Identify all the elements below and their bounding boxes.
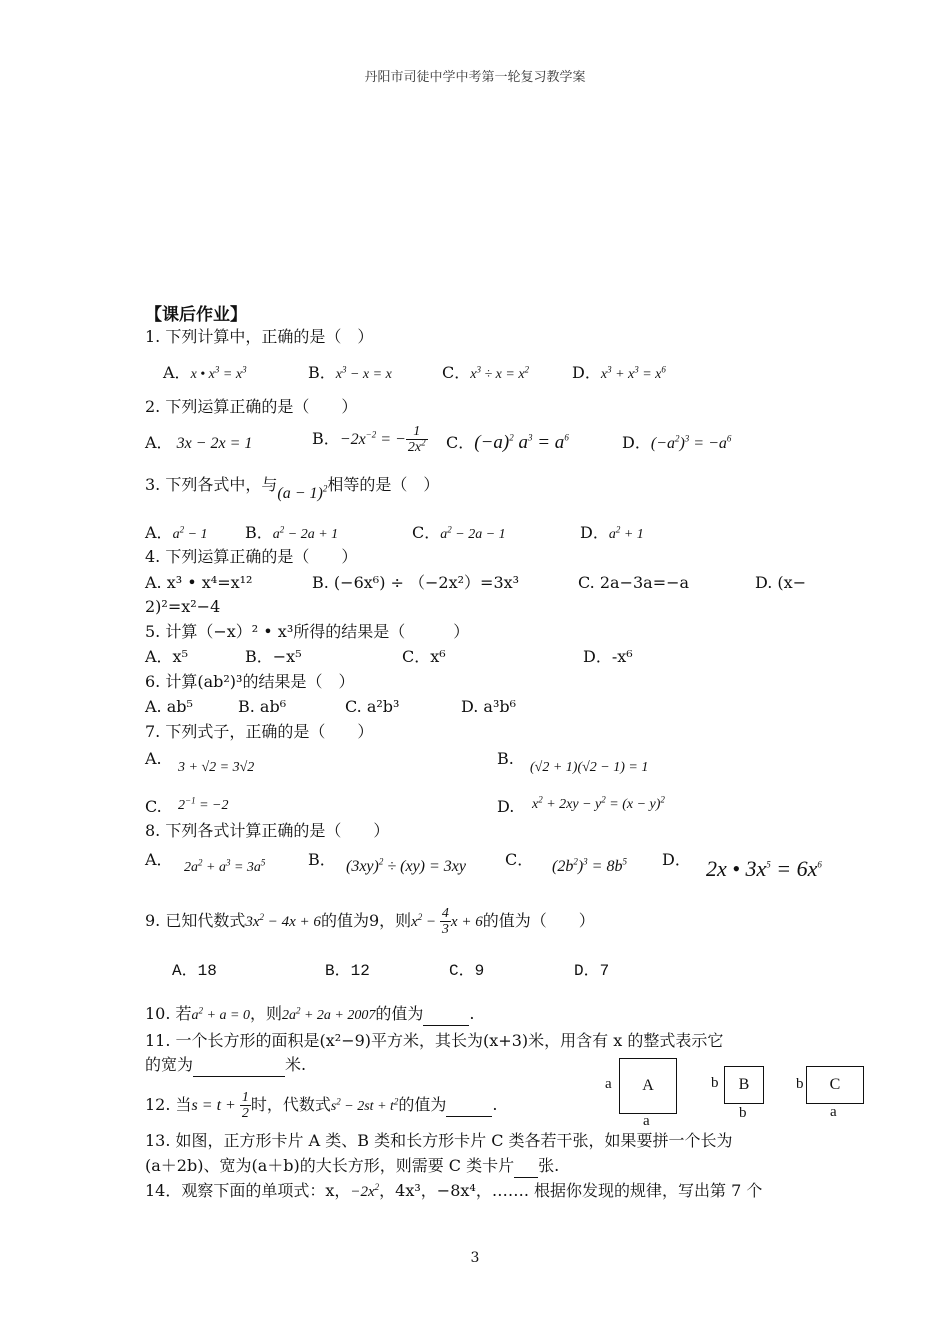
q8-d-expr: 2x • $3x^5 = 6x^6$ [706,856,822,881]
q10: 10. 若$a^2 + a = 0$，则$2a^2 + 2a + 2007$的值为 . [145,1003,474,1027]
q2-option-b[interactable]: B．$-2x^{-2}$ = − $\frac{1}{2x^2}$ [312,424,426,455]
card-b-side-label: b [711,1075,719,1091]
q7-option-c-label[interactable]: C. [145,797,162,816]
q2-option-d[interactable]: D．$(-a^2)^3 = -a^6$ [622,433,732,452]
q3-stem: 3. 下列各式中，与$(a - 1)^2$相等的是（ ） [145,475,440,502]
q8-option-c-label[interactable]: C． [505,850,534,869]
q1-option-a[interactable]: A．x • $x^3 = x^3$ [163,363,247,382]
card-b-bottom-label: b [739,1105,747,1121]
q14-expr: $-2x^2$ [350,1182,380,1200]
card-a: A [619,1058,677,1114]
q7-b-expr: (√2 + 1)(√2 − 1) = 1 [530,760,649,775]
q2-b-expr: $-2x^{-2}$ = − [339,429,406,448]
q12-fraction: $\frac{1}{2}$ [241,1090,249,1121]
q4-option-b[interactable]: B. (−6x⁶) ÷ （−2x²）=3x³ [312,573,520,592]
q11-answer-blank[interactable] [193,1054,285,1077]
q9-fraction: $\frac{4}{3}$ [441,906,449,937]
q4-stem: 4. 下列运算正确的是（ ） [145,547,358,566]
q3-c-expr: $a^2 - 2a - 1$ [440,524,506,542]
q9-option-b[interactable]: B．12 [325,962,370,980]
q7-c-expr: $2^{-1} = -2$ [178,795,229,813]
q2-stem: 2. 下列运算正确的是（ ） [145,397,358,416]
q6-option-a[interactable]: A. ab⁵ [145,697,193,716]
q12-expr-1: s = t + [191,1097,240,1114]
q2-c-expr: $(-a)^2$ $a^3 = a^6$ [474,432,569,453]
q6-option-d[interactable]: D. a³b⁶ [461,697,517,716]
q1-option-c[interactable]: C．$x^3 \div x = x^2$ [442,363,530,382]
q12-expr-2: $s^2 - 2st + t^2$ [330,1096,399,1114]
q8-option-d-label[interactable]: D． [662,850,691,869]
q2-b-fraction: $\frac{1}{2x^2}$ [407,424,426,455]
q8-option-b-label[interactable]: B． [308,850,336,869]
q7-option-d-label[interactable]: D. [497,797,515,816]
card-a-bottom-label: a [643,1113,650,1129]
q1-a-expr: x • $x^3 = x^3$ [190,364,247,382]
q6-option-c[interactable]: C. a²b³ [345,697,400,716]
q8-c-expr: $(2b^2)^3 = 8b^5$ [552,856,627,875]
page-number: 3 [470,1250,480,1266]
q5-stem: 5. 计算（−x）² • x³所得的结果是（ ） [145,622,470,641]
q2-d-expr: $(-a^2)^3 = -a^6$ [650,433,732,452]
q13-answer-blank[interactable] [514,1155,538,1178]
card-c-bottom-label: a [830,1104,837,1120]
q7-option-b-label[interactable]: B. [497,749,514,768]
q1-c-expr: $x^3 \div x = x^2$ [470,364,530,382]
q3-option-b[interactable]: B．$a^2 - 2a + 1$ [245,523,339,542]
q6-option-b[interactable]: B. ab⁶ [238,697,287,716]
q8-b-expr: $(3xy)^2 \div (xy) = 3xy$ [346,856,466,875]
q7-stem: 7. 下列式子，正确的是（ ） [145,722,374,741]
q4-option-d-cont: 2)²=x²−4 [145,597,221,616]
q6-stem: 6. 计算(ab²)³的结果是（ ） [145,672,355,691]
q10-answer-blank[interactable] [423,1003,469,1026]
q12-answer-blank[interactable] [446,1094,492,1117]
section-title: 【课后作业】 [145,305,247,325]
q3-b-expr: $a^2 - 2a + 1$ [272,524,339,542]
q2-a-expr: 3x − 2x = 1 [172,435,253,452]
q9-option-d[interactable]: D．7 [574,962,610,980]
q11-line1: 11. 一个长方形的面积是(x²−9)平方米，其长为(x+3)米，用含有 x 的整式表示它 [145,1031,724,1050]
card-a-side-label: a [605,1076,612,1092]
q5-option-c[interactable]: C．x⁶ [402,647,446,666]
q9-expr-2: $x^2$ − [411,912,440,930]
q2-option-c[interactable]: C．$(-a)^2$ $a^3 = a^6$ [446,432,569,453]
q8-stem: 8. 下列各式计算正确的是（ ） [145,821,390,840]
q9-option-c[interactable]: C．9 [449,962,485,980]
q9-option-a[interactable]: A．18 [172,962,217,980]
q1-stem: 1. 下列计算中，正确的是（ ） [145,327,374,346]
q10-expr-1: $a^2 + a = 0$ [191,1005,250,1023]
q8-option-a-label[interactable]: A． [145,850,173,869]
q9-expr-3: x + 6 [450,914,483,930]
q3-expr: $(a - 1)^2$ [277,483,328,502]
q9-expr-1: $3x^2 - 4x + 6$ [245,912,321,930]
q11-line2: 的宽为 米. [145,1054,306,1077]
card-c-side-label: b [796,1076,804,1092]
q2-option-a[interactable]: A． 3x − 2x = 1 [145,433,253,452]
q1-option-d[interactable]: D．$x^3 + x^3 = x^6$ [572,363,666,382]
q12: 12. 当s = t + $\frac{1}{2}$ 时，代数式$s^2 - 2st + t^2$的值为 . [145,1090,498,1121]
card-c: C [806,1066,864,1104]
q3-option-d[interactable]: D．$a^2 + 1$ [580,523,644,542]
q4-option-d[interactable]: D. (x− [755,573,807,592]
q5-option-d[interactable]: D．-x⁶ [583,647,633,666]
q7-a-expr: 3 + √2 = 3√2 [178,760,255,775]
q5-option-b[interactable]: B．−x⁵ [245,647,302,666]
q5-option-a[interactable]: A．x⁵ [145,647,188,666]
q4-option-c[interactable]: C. 2a−3a=−a [578,573,690,592]
card-b: B [724,1066,764,1104]
q10-expr-2: $2a^2 + 2a + 2007$ [281,1005,376,1023]
q14: 14．观察下面的单项式：x，$-2x^2$，4x³，−8x⁴，……. 根据你发现的规律，写出第 7 个 [145,1181,763,1200]
q3-option-c[interactable]: C．$a^2 - 2a - 1$ [412,523,506,542]
q3-a-expr: $a^2 - 1$ [172,524,208,542]
q7-d-expr: $x^2 + 2xy - y^2 = (x - y)^2$ [532,794,665,812]
q7-option-a-label[interactable]: A. [145,749,162,768]
q1-option-b[interactable]: B．$x^3 - x = x$ [308,363,392,382]
page-header: 丹阳市司徒中学中考第一轮复习教学案 [364,70,586,85]
q3-d-expr: $a^2 + 1$ [608,524,644,542]
q8-a-expr: $2a^2 + a^3 = 3a^5$ [184,857,266,875]
q13-line1: 13. 如图，正方形卡片 A 类、B 类和长方形卡片 C 类各若干张，如果要拼一个长为 [145,1131,733,1150]
q1-b-expr: $x^3 - x = x$ [335,364,392,382]
q1-d-expr: $x^3 + x^3 = x^6$ [600,364,666,382]
q13-line2: (a＋2b)、宽为(a＋b)的大长方形，则需要 C 类卡片 张. [145,1155,559,1178]
q9-stem: 9. 已知代数式$3x^2 - 4x + 6$的值为9，则$x^2$ − $\frac{4}{3}$ x + 6的值为（ ） [145,906,595,937]
q4-option-a[interactable]: A. x³ • x⁴=x¹² [145,573,253,592]
q3-option-a[interactable]: A．$a^2 - 1$ [145,523,208,542]
